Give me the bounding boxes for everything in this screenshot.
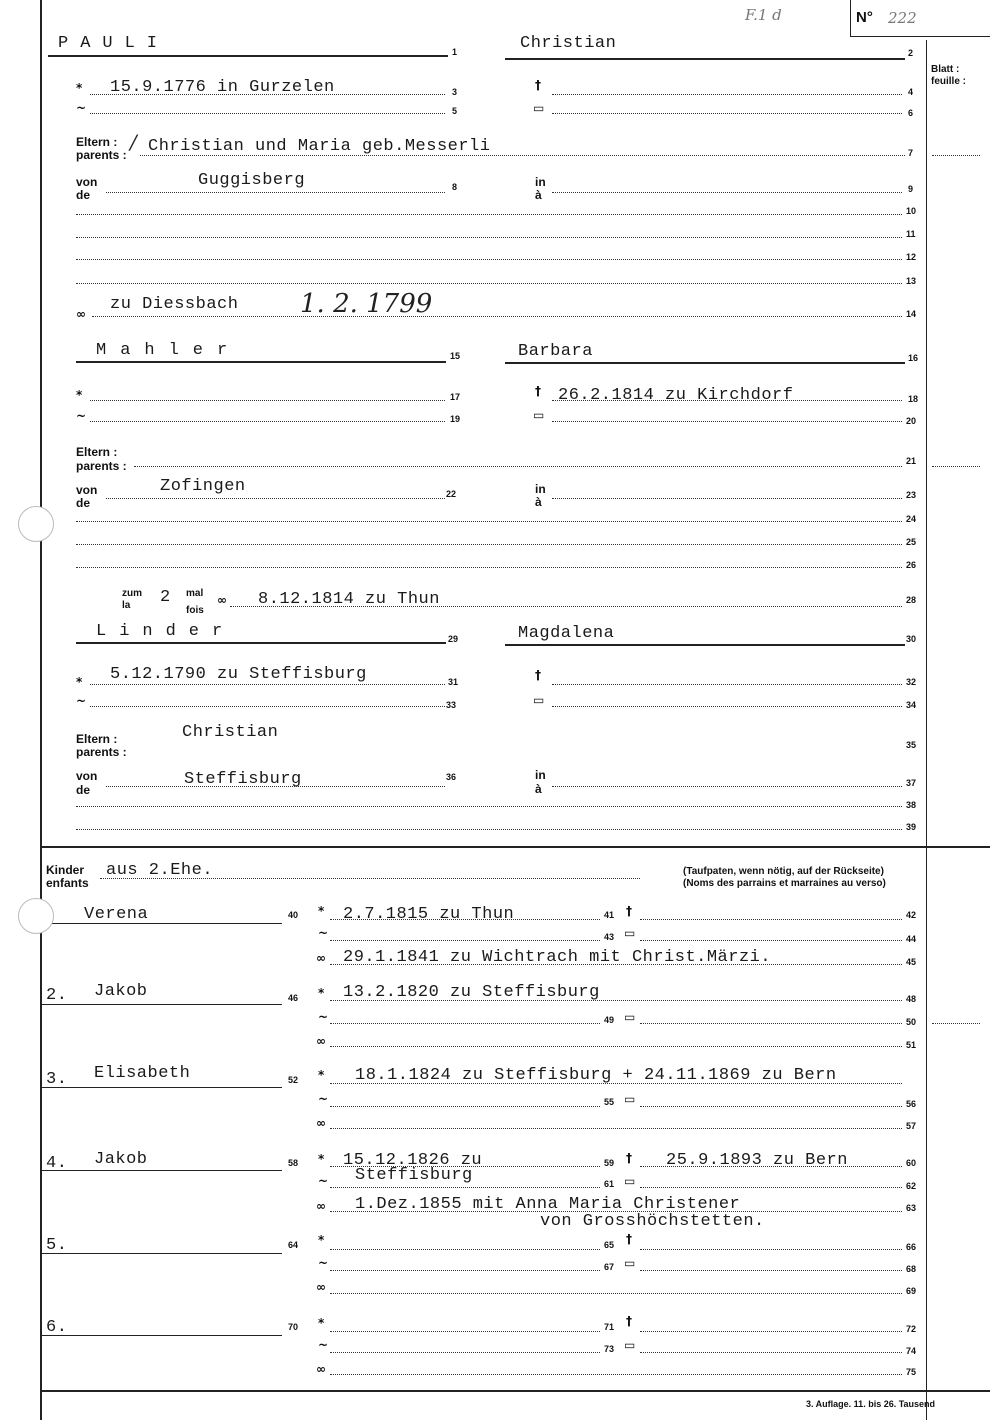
children-separator [40, 846, 990, 848]
line-number-57: 57 [906, 1121, 917, 1131]
line-number-51: 51 [906, 1040, 917, 1050]
child-3-birth-line [330, 1083, 902, 1084]
child-4-number: 4. [46, 1154, 68, 1173]
child-1-marriage-line [330, 964, 902, 965]
line-number-16: 16 [908, 353, 919, 363]
line-number-14: 14 [906, 309, 917, 319]
line-number-11: 11 [906, 229, 916, 239]
wife2-von-label: von [76, 769, 98, 783]
child-5-burial-symbol: ▭ [624, 1256, 636, 1270]
wife2-burial-line [552, 706, 902, 707]
child-4-birth-symbol: * [318, 1152, 325, 1166]
marriage1-date: 1. 2. 1799 [300, 289, 433, 319]
husband-burial-line [552, 113, 902, 114]
child-5-death-line [640, 1249, 902, 1250]
child-2-marriage-symbol: ∞ [316, 1034, 326, 1048]
child-4-death: 25.9.1893 zu Bern [666, 1151, 848, 1170]
child-5-burial-line [640, 1270, 902, 1271]
line-number-65: 65 [604, 1240, 615, 1250]
enfants-label: enfants [46, 876, 89, 890]
wife2-parents-label: parents : [76, 745, 127, 759]
line-number-55: 55 [604, 1097, 615, 1107]
marriage1-symbol: ∞ [76, 307, 86, 321]
husband-surname-rule [48, 55, 448, 57]
husband-surname: PAULI [58, 34, 170, 53]
wife1-origin: Zofingen [160, 477, 246, 496]
line-number-8: 8 [452, 182, 458, 192]
wife1-given-rule [505, 362, 905, 364]
child-2-number: 2. [46, 986, 68, 1005]
line-number-66: 66 [906, 1242, 917, 1252]
wife1-burial-line [552, 421, 902, 422]
child-6-birth-symbol: * [318, 1316, 325, 1330]
child-5-birth-symbol: * [318, 1233, 325, 1247]
line-number-43: 43 [604, 932, 615, 942]
child-4-burial-line [640, 1187, 902, 1188]
wife2-de-label: de [76, 783, 91, 797]
child-5-marriage-line [330, 1293, 902, 1294]
husband-parents-line [140, 155, 905, 156]
punch-hole-top [18, 506, 54, 542]
line-number-5: 5 [452, 106, 458, 116]
left-border [40, 0, 42, 1420]
line-number-72: 72 [906, 1324, 917, 1334]
child-3-baptism-symbol: ~ [318, 1092, 329, 1106]
child-1-baptism-symbol: ~ [318, 926, 329, 940]
child-2-name: Jakob [94, 982, 148, 1001]
child-6-birth-line [330, 1331, 600, 1332]
wife1-birth-symbol: * [76, 388, 83, 402]
wife2-baptism-line [90, 706, 445, 707]
line-number-12: 12 [906, 252, 917, 262]
line-number-36: 36 [446, 772, 457, 782]
child-1-birth-line [330, 919, 600, 920]
line-number-13: 13 [906, 276, 917, 286]
wife1-burial-symbol: ▭ [533, 408, 545, 422]
child-5-number: 5. [46, 1236, 68, 1255]
line-number-30: 30 [906, 634, 917, 644]
wife1-parents-line [134, 466, 902, 467]
line-number-70: 70 [288, 1322, 299, 1332]
child-1-marriage: 29.1.1841 zu Wichtrach mit Christ.Märzi. [343, 948, 772, 967]
wife1-extra-line-24 [76, 521, 902, 522]
line-number-3: 3 [452, 87, 458, 97]
line-number-31: 31 [448, 677, 459, 687]
husband-de-label: de [76, 188, 91, 202]
wife1-surname: Mahler [96, 341, 242, 360]
husband-baptism-symbol: ~ [76, 101, 87, 115]
marriage2-symbol: ∞ [217, 593, 227, 607]
wife2-surname: Linder [96, 622, 236, 641]
child-1-death-symbol: † [626, 904, 632, 918]
child-3-birth-symbol: * [318, 1068, 325, 1082]
wife1-in-label: in [535, 482, 546, 496]
child-1-burial-symbol: ▭ [624, 926, 636, 940]
wife1-baptism-line [90, 421, 445, 422]
marriage2-date-place: 8.12.1814 zu Thun [258, 590, 440, 609]
top-scribble: F.1 d [745, 6, 782, 24]
child-2-birth-symbol: * [318, 986, 325, 1000]
punch-hole-bottom [18, 898, 54, 934]
child-5-birth-line [330, 1249, 600, 1250]
children-header-line [100, 878, 640, 879]
child-4-marriage: 1.Dez.1855 mit Anna Maria Christener [355, 1195, 741, 1214]
line-number-42: 42 [906, 910, 917, 920]
line-number-75: 75 [906, 1367, 917, 1377]
wife1-surname-rule [76, 361, 446, 363]
marriage2-fois-label: fois [186, 605, 204, 616]
child-1-death-line [640, 919, 902, 920]
line-number-18: 18 [908, 394, 919, 404]
child-6-baptism-line [330, 1352, 600, 1353]
husband-parents: Christian und Maria geb.Messerli [148, 137, 491, 156]
feuille-label: feuille : [931, 76, 967, 87]
wife2-birth: 5.12.1790 zu Steffisburg [110, 665, 367, 684]
line-number-48: 48 [906, 994, 917, 1004]
husband-birth-line [90, 94, 445, 95]
child-3-marriage-line [330, 1128, 902, 1129]
taufpaten-note-de: (Taufpaten, wenn nötig, auf der Rückseite) [683, 866, 884, 877]
margin-line-7 [932, 155, 980, 156]
line-number-37: 37 [906, 778, 917, 788]
husband-birth: 15.9.1776 in Gurzelen [110, 78, 335, 97]
child-4-baptism-line [330, 1187, 600, 1188]
line-number-40: 40 [288, 910, 299, 920]
husband-a-label: à [535, 188, 542, 202]
child-6-marriage-line [330, 1374, 902, 1375]
wife2-origin: Steffisburg [184, 770, 302, 789]
line-number-4: 4 [908, 87, 914, 97]
child-1-birth: 2.7.1815 zu Thun [343, 905, 515, 924]
husband-eltern-label: Eltern : [76, 135, 118, 149]
child-4-marriage-symbol: ∞ [316, 1199, 326, 1213]
wife2-burial-symbol: ▭ [533, 693, 545, 707]
marriage2-line [230, 606, 902, 607]
child-4-baptism-symbol: ~ [318, 1174, 329, 1188]
line-number-20: 20 [906, 416, 917, 426]
child-3-birth: 18.1.1824 zu Steffisburg + 24.11.1869 zu Bern [355, 1066, 837, 1085]
wife2-birth-line [90, 684, 445, 685]
wife2-death-symbol: † [535, 668, 541, 682]
child-6-name-rule [42, 1335, 282, 1336]
child-4-name: Jakob [94, 1150, 148, 1169]
child-1-marriage-symbol: ∞ [316, 951, 326, 965]
record-number-value: 222 [888, 9, 917, 27]
line-number-69: 69 [906, 1286, 917, 1296]
child-2-burial-symbol: ▭ [624, 1010, 636, 1024]
wife2-death-line [552, 684, 902, 685]
line-number-24: 24 [906, 514, 917, 524]
line-number-74: 74 [906, 1346, 917, 1356]
line-number-21: 21 [906, 456, 917, 466]
wife2-given-name: Magdalena [518, 624, 615, 643]
child-2-baptism-symbol: ~ [318, 1010, 329, 1024]
children-header: aus 2.Ehe. [106, 861, 214, 880]
marriage2-mal-label: mal [186, 588, 204, 599]
line-number-15: 15 [450, 351, 461, 361]
child-6-death-symbol: † [626, 1314, 632, 1328]
blatt-label: Blatt : [931, 64, 960, 75]
footer-edition: 3. Auflage. 11. bis 26. Tausend [806, 1399, 936, 1409]
line-number-33: 33 [446, 700, 457, 710]
wife2-eltern-label: Eltern : [76, 732, 118, 746]
child-5-name-rule [42, 1253, 282, 1254]
child-1-birth-symbol: * [318, 904, 325, 918]
line-number-63: 63 [906, 1203, 917, 1213]
child-6-burial-symbol: ▭ [624, 1338, 636, 1352]
wife1-eltern-label: Eltern : [76, 445, 118, 459]
husband-given-name: Christian [520, 34, 617, 53]
husband-extra-line-11 [76, 237, 902, 238]
record-number-label: N° [856, 9, 873, 26]
kinder-label: Kinder [46, 863, 85, 877]
line-number-44: 44 [906, 934, 917, 944]
wife2-parents: Christian [182, 723, 279, 742]
wife2-extra-line-38 [76, 806, 902, 807]
husband-parents-mark: / [130, 130, 137, 154]
marriage2-count: 2 [160, 588, 171, 607]
wife2-a-label: à [535, 782, 542, 796]
husband-extra-line-10 [76, 214, 902, 215]
line-number-1: 1 [452, 47, 458, 57]
husband-extra-line-13 [76, 283, 902, 284]
line-number-34: 34 [906, 700, 917, 710]
child-5-marriage-symbol: ∞ [316, 1280, 326, 1294]
wife1-given-name: Barbara [518, 342, 593, 361]
wife1-birth-line [90, 400, 445, 401]
top-right-rule [850, 36, 990, 37]
child-2-birth-line [330, 1000, 902, 1001]
line-number-56: 56 [906, 1099, 917, 1109]
wife2-baptism-symbol: ~ [76, 694, 87, 708]
line-number-50: 50 [906, 1017, 917, 1027]
child-6-baptism-symbol: ~ [318, 1338, 329, 1352]
line-number-6: 6 [908, 108, 914, 118]
line-number-22: 22 [446, 489, 457, 499]
line-number-67: 67 [604, 1262, 615, 1272]
husband-death-symbol: † [535, 78, 541, 92]
line-number-7: 7 [908, 148, 914, 158]
husband-birth-symbol: * [76, 81, 83, 95]
child-1-baptism-line [330, 940, 600, 941]
child-4-name-rule [42, 1170, 282, 1171]
footer-rule [40, 1390, 990, 1392]
child-5-death-symbol: † [626, 1232, 632, 1246]
husband-von-label: von [76, 175, 98, 189]
husband-burial-symbol: ▭ [533, 101, 545, 115]
right-border [926, 40, 927, 1420]
wife1-extra-line-26 [76, 567, 902, 568]
line-number-26: 26 [906, 560, 917, 570]
line-number-46: 46 [288, 993, 299, 1003]
marriage2-zum-label: zum [122, 588, 142, 599]
line-number-38: 38 [906, 800, 917, 810]
line-number-25: 25 [906, 537, 917, 547]
husband-in-label: in [535, 175, 546, 189]
wife2-extra-line-39 [76, 829, 902, 830]
child-3-name: Elisabeth [94, 1064, 191, 1083]
husband-extra-line-12 [76, 259, 902, 260]
child-3-marriage-symbol: ∞ [316, 1116, 326, 1130]
line-number-71: 71 [604, 1322, 615, 1332]
husband-parents-label: parents : [76, 148, 127, 162]
line-number-10: 10 [906, 206, 917, 216]
child-1-name: Verena [84, 905, 149, 924]
child-4-birth-line [330, 1166, 600, 1167]
marriage1-place: zu Diessbach [110, 295, 239, 314]
wife1-baptism-symbol: ~ [76, 409, 87, 423]
husband-origin-line [106, 192, 445, 193]
wife1-origin-line [106, 498, 445, 499]
husband-baptism-line [90, 113, 445, 114]
child-3-number: 3. [46, 1070, 68, 1089]
wife1-de-label: de [76, 496, 91, 510]
child-3-burial-symbol: ▭ [624, 1092, 636, 1106]
line-number-58: 58 [288, 1158, 299, 1168]
line-number-28: 28 [906, 595, 917, 605]
line-number-60: 60 [906, 1158, 917, 1168]
child-6-number: 6. [46, 1318, 68, 1337]
line-number-32: 32 [906, 677, 917, 687]
wife2-given-rule [505, 644, 905, 646]
line-number-73: 73 [604, 1344, 615, 1354]
child-4-marriage-origin: von Grosshöchstetten. [540, 1212, 765, 1231]
child-4-birth-place: Steffisburg [355, 1166, 473, 1185]
child-2-marriage-line [330, 1046, 902, 1047]
top-right-box [850, 0, 851, 36]
line-number-19: 19 [450, 414, 461, 424]
husband-death-line [552, 94, 902, 95]
line-number-9: 9 [908, 184, 914, 194]
wife1-death: 26.2.1814 zu Kirchdorf [558, 386, 794, 405]
child-3-name-rule [42, 1087, 282, 1088]
line-number-52: 52 [288, 1075, 299, 1085]
wife2-in-label: in [535, 768, 546, 782]
child-4-death-symbol: † [626, 1151, 632, 1165]
child-1-burial-line [640, 940, 902, 941]
wife1-in-line [552, 498, 902, 499]
line-number-49: 49 [604, 1015, 615, 1025]
line-number-35: 35 [906, 740, 917, 750]
line-number-61: 61 [604, 1179, 615, 1189]
wife1-extra-line-25 [76, 544, 902, 545]
line-number-41: 41 [604, 910, 615, 920]
child-2-burial-line [640, 1023, 902, 1024]
wife2-surname-rule [76, 642, 446, 644]
wife1-a-label: à [535, 495, 542, 509]
marriage2-la-label: la [122, 600, 131, 611]
line-number-45: 45 [906, 957, 917, 967]
child-5-baptism-symbol: ~ [318, 1256, 329, 1270]
husband-origin: Guggisberg [198, 171, 306, 190]
line-number-68: 68 [906, 1264, 917, 1274]
wife2-origin-line [106, 786, 445, 787]
child-4-marriage-line [330, 1211, 902, 1212]
child-3-burial-line [640, 1106, 902, 1107]
marriage1-line [92, 316, 902, 317]
wife2-in-line [552, 786, 902, 787]
margin-line-50 [932, 1023, 980, 1024]
child-4-birth: 15.12.1826 zu [343, 1151, 483, 1170]
line-number-59: 59 [604, 1158, 615, 1168]
line-number-23: 23 [906, 490, 917, 500]
line-number-64: 64 [288, 1240, 299, 1250]
line-number-39: 39 [906, 822, 917, 832]
line-number-17: 17 [450, 392, 461, 402]
wife2-birth-symbol: * [76, 675, 83, 689]
wife1-parents-label: parents : [76, 459, 127, 473]
wife1-death-symbol: † [535, 384, 541, 398]
husband-given-rule [505, 58, 905, 60]
child-4-death-line [640, 1166, 902, 1167]
line-number-29: 29 [448, 634, 459, 644]
child-6-burial-line [640, 1352, 902, 1353]
child-6-death-line [640, 1331, 902, 1332]
child-2-name-rule [42, 1004, 282, 1005]
wife1-von-label: von [76, 483, 98, 497]
margin-line-21 [932, 466, 980, 467]
child-1-name-rule [42, 923, 282, 924]
child-6-marriage-symbol: ∞ [316, 1362, 326, 1376]
husband-in-line [552, 192, 902, 193]
child-5-baptism-line [330, 1270, 600, 1271]
line-number-2: 2 [908, 48, 914, 58]
child-4-burial-symbol: ▭ [624, 1174, 636, 1188]
child-2-birth: 13.2.1820 zu Steffisburg [343, 983, 600, 1002]
child-3-baptism-line [330, 1106, 600, 1107]
child-2-baptism-line [330, 1023, 600, 1024]
wife1-death-line [552, 400, 902, 401]
line-number-62: 62 [906, 1181, 917, 1191]
taufpaten-note-fr: (Noms des parrains et marraines au verso) [683, 878, 886, 889]
